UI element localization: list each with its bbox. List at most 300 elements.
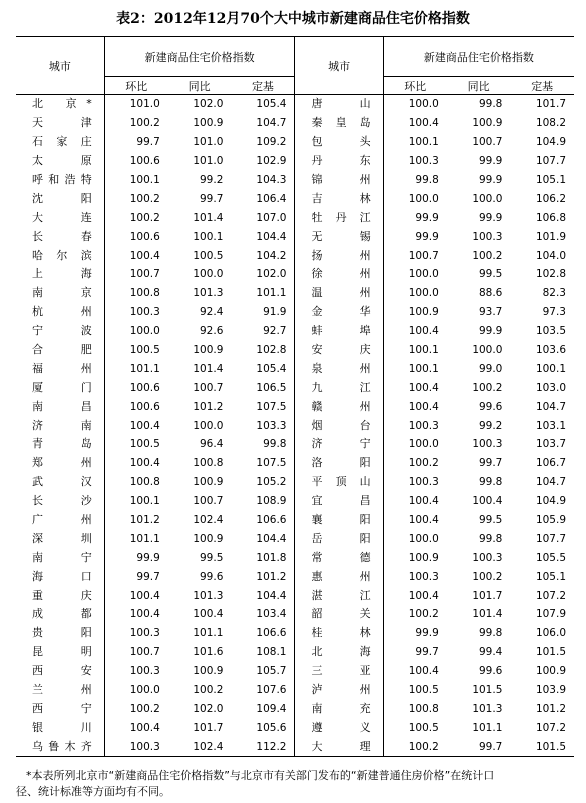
right-base-value: 108.2: [535, 117, 566, 130]
left-mom-value: 100.8: [129, 476, 160, 489]
left-mom-value: 100.0: [129, 325, 160, 338]
left-mom-value: 100.6: [129, 230, 160, 243]
right-mom-value: 100.3: [408, 476, 439, 489]
left-base-value: 104.7: [256, 117, 287, 130]
left-city-cell: 贵 阳: [16, 624, 104, 643]
left-base-value: 106.6: [256, 627, 287, 640]
right-yoy-value: 99.0: [478, 362, 503, 375]
city-header-right: 城市: [295, 37, 383, 95]
mom-header-left: 环比: [104, 77, 168, 95]
left-base-value: 101.1: [256, 287, 287, 300]
table-row: [16, 303, 574, 322]
left-city-cell: 郑 州: [16, 454, 104, 473]
table-row: [16, 473, 574, 492]
right-yoy-value: 100.2: [472, 249, 503, 262]
left-city-cell: 西 宁: [16, 700, 104, 719]
left-city-cell: 长 沙: [16, 492, 104, 511]
left-mom-value: 101.0: [129, 98, 160, 111]
right-base-value: 105.1: [535, 570, 566, 583]
right-yoy-value: 99.8: [478, 98, 503, 111]
left-yoy-value: 102.4: [193, 514, 224, 527]
right-city-cell: 大 理: [295, 737, 383, 756]
left-mom-value: 100.4: [129, 457, 160, 470]
left-mom-value: 101.2: [129, 514, 160, 527]
right-mom-value: 100.1: [408, 344, 439, 357]
right-city-cell: 南 充: [295, 700, 383, 719]
left-city-cell: 济 南: [16, 416, 104, 435]
right-mom-value: 99.8: [415, 174, 439, 186]
left-city-cell: 银 川: [16, 718, 104, 737]
left-city-cell: 沈 阳: [16, 189, 104, 208]
right-base-value: 101.5: [510, 737, 574, 756]
left-base-value: 106.6: [256, 514, 287, 527]
table-row: [16, 700, 574, 719]
left-yoy-value: 100.9: [193, 665, 224, 678]
right-yoy-value: 100.3: [472, 230, 503, 243]
right-base-value: 82.3: [542, 287, 566, 300]
right-mom-value: 100.9: [408, 551, 439, 564]
right-mom-value: 100.2: [408, 457, 439, 470]
left-base-value: 105.7: [256, 665, 287, 678]
table-title: 表2：2012年12月70个大中城市新建商品住宅价格指数: [116, 11, 470, 27]
right-city-cell: 吉 林: [295, 189, 383, 208]
left-mom-value: 99.9: [136, 551, 160, 564]
left-city-cell: 天 津: [16, 114, 104, 133]
right-base-value: 107.2: [535, 721, 566, 734]
table-row: [16, 454, 574, 473]
right-city-cell: 常 德: [295, 548, 383, 567]
right-yoy-value: 99.2: [478, 419, 503, 432]
left-mom-value: 100.8: [129, 287, 160, 300]
left-mom-value: 100.1: [129, 495, 160, 508]
left-mom-value: 100.3: [104, 737, 168, 756]
left-city-cell: 福 州: [16, 359, 104, 378]
right-base-value: 107.9: [535, 608, 566, 621]
left-base-value: 106.5: [256, 381, 287, 394]
right-city-cell: 唐 山: [295, 95, 383, 114]
right-yoy-value: 101.3: [472, 702, 503, 715]
left-mom-value: 100.7: [129, 646, 160, 659]
left-city-cell: 西 安: [16, 662, 104, 681]
right-base-value: 106.2: [535, 192, 566, 205]
left-mom-value: 100.4: [129, 721, 160, 734]
right-yoy-value: 99.9: [478, 155, 503, 168]
right-yoy-value: 100.0: [472, 344, 503, 357]
table-row: [16, 189, 574, 208]
right-yoy-value: 99.7: [478, 457, 503, 470]
right-city-cell: 泸 州: [295, 681, 383, 700]
right-base-value: 104.7: [535, 400, 566, 413]
right-base-value: 105.5: [535, 551, 566, 564]
index-group-header-left: 新建商品住宅价格指数: [104, 37, 295, 77]
right-city-cell: 宜 昌: [295, 492, 383, 511]
yoy-header-left: 同比: [168, 77, 232, 95]
left-city-cell: 青 岛: [16, 435, 104, 454]
table-row: [16, 95, 574, 114]
left-yoy-value: 101.7: [193, 721, 224, 734]
right-mom-value: 100.0: [408, 438, 439, 451]
right-city-cell: 烟 台: [295, 416, 383, 435]
right-mom-value: 100.4: [408, 514, 439, 527]
table-row: [16, 511, 574, 530]
right-base-value: 100.9: [535, 665, 566, 678]
right-city-cell: 温 州: [295, 284, 383, 303]
right-base-value: 107.2: [535, 589, 566, 602]
right-base-value: 104.9: [535, 495, 566, 508]
left-base-value: 105.4: [256, 98, 287, 111]
right-mom-value: 100.4: [408, 495, 439, 508]
left-base-value: 102.0: [256, 268, 287, 281]
left-mom-value: 100.3: [129, 306, 160, 319]
right-mom-value: 99.9: [415, 627, 439, 640]
left-yoy-value: 100.4: [193, 608, 224, 621]
right-yoy-value: 99.5: [478, 514, 503, 527]
left-base-value: 101.2: [256, 570, 287, 583]
right-city-cell: 九 江: [295, 378, 383, 397]
left-mom-value: 100.4: [129, 419, 160, 432]
left-yoy-value: 100.9: [193, 532, 224, 545]
left-city-cell: 重 庆: [16, 586, 104, 605]
right-yoy-value: 99.6: [478, 665, 503, 678]
right-mom-value: 100.5: [408, 684, 439, 697]
left-mom-value: 100.5: [129, 344, 160, 357]
left-base-value: 106.4: [256, 192, 287, 205]
left-yoy-value: 92.6: [200, 325, 224, 338]
right-yoy-value: 100.2: [472, 570, 503, 583]
left-yoy-value: 102.0: [193, 98, 224, 111]
left-mom-value: 100.3: [129, 665, 160, 678]
left-yoy-value: 99.7: [200, 192, 224, 205]
table-row: [16, 567, 574, 586]
right-mom-value: 100.8: [408, 702, 439, 715]
left-base-value: 91.9: [263, 306, 287, 319]
right-yoy-value: 99.9: [478, 325, 503, 338]
right-base-value: 102.8: [535, 268, 566, 281]
right-base-value: 103.5: [535, 325, 566, 338]
left-base-value: 103.3: [256, 419, 287, 432]
table-row: [16, 227, 574, 246]
left-yoy-value: 100.9: [193, 476, 224, 489]
left-mom-value: 100.4: [129, 608, 160, 621]
right-city-cell: 金 华: [295, 303, 383, 322]
right-mom-value: 100.4: [408, 400, 439, 413]
left-base-value: 102.9: [256, 155, 287, 168]
right-city-cell: 洛 阳: [295, 454, 383, 473]
left-city-cell: 呼和浩特: [16, 171, 104, 190]
table-row: [16, 643, 574, 662]
right-yoy-value: 100.2: [472, 381, 503, 394]
right-mom-value: 100.0: [408, 532, 439, 545]
right-city-cell: 湛 江: [295, 586, 383, 605]
left-base-value: 104.4: [256, 532, 287, 545]
city-header-left: 城市: [16, 37, 104, 95]
left-mom-value: 100.3: [129, 627, 160, 640]
left-yoy-value: 101.2: [193, 400, 224, 413]
right-base-value: 101.5: [535, 646, 566, 659]
right-yoy-value: 99.5: [478, 268, 503, 281]
table-row: [16, 265, 574, 284]
right-mom-value: 100.3: [408, 155, 439, 168]
right-city-cell: 包 头: [295, 133, 383, 152]
left-base-value: 107.5: [256, 400, 287, 413]
right-mom-value: 100.1: [408, 136, 439, 149]
left-base-value: 108.9: [256, 495, 287, 508]
right-mom-value: 100.3: [408, 419, 439, 432]
left-mom-value: 100.2: [129, 211, 160, 224]
left-base-value: 108.1: [256, 646, 287, 659]
left-mom-value: 100.2: [129, 702, 160, 715]
right-city-cell: 泉 州: [295, 359, 383, 378]
left-yoy-value: 99.5: [200, 551, 224, 564]
left-city-cell: 成 都: [16, 605, 104, 624]
left-yoy-value: 100.8: [193, 457, 224, 470]
right-city-cell: 岳 阳: [295, 529, 383, 548]
left-base-value: 104.4: [256, 230, 287, 243]
right-yoy-value: 99.7: [447, 737, 511, 756]
right-city-cell: 襄 阳: [295, 511, 383, 530]
left-mom-value: 101.1: [129, 362, 160, 375]
table-row: [16, 133, 574, 152]
table-row: [16, 397, 574, 416]
left-base-value: 102.8: [256, 344, 287, 357]
right-mom-value: 100.4: [408, 665, 439, 678]
right-base-value: 101.7: [535, 98, 566, 111]
table-row: [16, 718, 574, 737]
right-base-value: 100.1: [535, 362, 566, 375]
right-mom-value: 100.2: [383, 737, 447, 756]
left-yoy-value: 100.7: [193, 495, 224, 508]
right-base-value: 104.9: [535, 136, 566, 149]
left-mom-value: 99.7: [136, 570, 160, 583]
left-yoy-value: 100.1: [193, 230, 224, 243]
table-row: [16, 378, 574, 397]
table-row: [16, 416, 574, 435]
right-city-cell: 蚌 埠: [295, 322, 383, 341]
right-base-value: 105.9: [535, 514, 566, 527]
left-city-cell: 太 原: [16, 152, 104, 171]
left-city-cell: 海 口: [16, 567, 104, 586]
right-mom-value: 100.0: [408, 192, 439, 205]
left-yoy-value: 100.9: [193, 344, 224, 357]
right-base-value: 104.0: [535, 249, 566, 262]
left-yoy-value: 101.6: [193, 646, 224, 659]
right-yoy-value: 101.4: [472, 608, 503, 621]
right-city-cell: 平顶山: [295, 473, 383, 492]
left-yoy-value: 101.0: [193, 136, 224, 149]
table-row: [16, 435, 574, 454]
left-yoy-value: 96.4: [200, 438, 224, 451]
right-base-value: 106.0: [535, 627, 566, 640]
right-base-value: 101.9: [535, 230, 566, 243]
table-row: [16, 341, 574, 360]
right-city-cell: 锦 州: [295, 171, 383, 190]
right-yoy-value: 100.4: [472, 495, 503, 508]
right-mom-value: 100.4: [408, 589, 439, 602]
table-row: [16, 359, 574, 378]
right-yoy-value: 99.6: [478, 400, 503, 413]
table-row: [16, 529, 574, 548]
right-yoy-value: 99.9: [478, 211, 503, 224]
right-city-cell: 牡丹江: [295, 208, 383, 227]
right-mom-value: 99.9: [415, 211, 439, 224]
right-city-cell: 徐 州: [295, 265, 383, 284]
left-yoy-value: 101.1: [193, 627, 224, 640]
left-city-cell: 宁 波: [16, 322, 104, 341]
left-mom-value: 100.5: [129, 438, 160, 451]
footnote-line-1: *本表所列北京市“新建商品住宅价格指数”与北京市有关部门发布的“新建普通住房价格”在统计口: [26, 769, 495, 782]
right-yoy-value: 100.3: [472, 551, 503, 564]
left-city-cell: 昆 明: [16, 643, 104, 662]
price-index-table: [16, 36, 574, 757]
left-city-cell: 合 肥: [16, 341, 104, 360]
right-mom-value: 100.4: [408, 381, 439, 394]
table-row: [16, 284, 574, 303]
left-yoy-value: 99.6: [200, 570, 224, 583]
right-base-value: 103.1: [535, 419, 566, 432]
table-row: [16, 208, 574, 227]
table-row: [16, 586, 574, 605]
right-yoy-value: 100.9: [472, 117, 503, 130]
right-city-cell: 北 海: [295, 643, 383, 662]
table-row: [16, 662, 574, 681]
left-city-cell: 北 京*: [16, 95, 104, 114]
right-city-cell: 济 宁: [295, 435, 383, 454]
table-row: [16, 548, 574, 567]
left-mom-value: 99.7: [136, 136, 160, 149]
right-city-cell: 秦皇岛: [295, 114, 383, 133]
right-mom-value: 100.5: [408, 721, 439, 734]
left-yoy-value: 101.4: [193, 211, 224, 224]
left-mom-value: 100.4: [129, 589, 160, 602]
index-group-header-right: 新建商品住宅价格指数: [383, 37, 574, 77]
right-mom-value: 100.2: [408, 608, 439, 621]
left-yoy-value: 100.5: [193, 249, 224, 262]
right-mom-value: 100.0: [408, 268, 439, 281]
right-mom-value: 100.9: [408, 306, 439, 319]
footnote-line-2: 径、统计标准等方面均有不同。: [16, 785, 170, 798]
left-yoy-value: 100.7: [193, 381, 224, 394]
left-base-value: 107.0: [256, 211, 287, 224]
left-yoy-value: 100.9: [193, 117, 224, 130]
right-city-cell: 惠 州: [295, 567, 383, 586]
left-mom-value: 100.6: [129, 155, 160, 168]
right-base-value: 103.9: [535, 684, 566, 697]
left-mom-value: 100.2: [129, 117, 160, 130]
table-row: [16, 737, 574, 756]
right-base-value: 104.7: [535, 476, 566, 489]
right-yoy-value: 93.7: [478, 306, 503, 319]
left-city-cell: 杭 州: [16, 303, 104, 322]
base-header-right: 定基: [510, 77, 574, 95]
left-city-cell: 石家庄: [16, 133, 104, 152]
table-body: [16, 95, 574, 757]
right-yoy-value: 101.5: [472, 684, 503, 697]
right-mom-value: 100.4: [408, 117, 439, 130]
left-base-value: 104.3: [256, 174, 287, 186]
left-mom-value: 100.2: [129, 192, 160, 205]
base-header-left: 定基: [231, 77, 295, 95]
left-base-value: 99.8: [263, 438, 287, 451]
left-mom-value: 100.6: [129, 381, 160, 394]
right-base-value: 103.0: [535, 381, 566, 394]
left-base-value: 104.2: [256, 249, 287, 262]
left-base-value: 105.2: [256, 476, 287, 489]
right-yoy-value: 99.8: [478, 476, 503, 489]
right-city-cell: 安 庆: [295, 341, 383, 360]
right-base-value: 107.7: [535, 532, 566, 545]
left-mom-value: 100.6: [129, 400, 160, 413]
left-city-cell: 南 京: [16, 284, 104, 303]
right-base-value: 106.8: [535, 211, 566, 224]
left-city-cell: 上 海: [16, 265, 104, 284]
table-row: [16, 322, 574, 341]
right-city-cell: 遵 义: [295, 718, 383, 737]
right-base-value: 106.7: [535, 457, 566, 470]
right-yoy-value: 101.7: [472, 589, 503, 602]
footnote: [16, 768, 576, 800]
right-mom-value: 100.0: [408, 98, 439, 111]
right-city-cell: 桂 林: [295, 624, 383, 643]
left-city-cell: 厦 门: [16, 378, 104, 397]
right-mom-value: 100.0: [408, 287, 439, 300]
table-row: [16, 605, 574, 624]
right-mom-value: 100.4: [408, 325, 439, 338]
left-yoy-value: 101.3: [193, 287, 224, 300]
right-yoy-value: 100.7: [472, 136, 503, 149]
left-base-value: 92.7: [263, 325, 287, 338]
right-city-cell: 赣 州: [295, 397, 383, 416]
right-mom-value: 99.7: [415, 646, 439, 659]
left-base-value: 107.5: [256, 457, 287, 470]
left-base-value: 101.8: [256, 551, 287, 564]
right-city-cell: 韶 关: [295, 605, 383, 624]
left-base-value: 107.6: [256, 684, 287, 697]
left-yoy-value: 100.0: [193, 268, 224, 281]
right-yoy-value: 99.9: [478, 174, 503, 186]
left-yoy-value: 102.0: [193, 702, 224, 715]
left-city-cell: 南 昌: [16, 397, 104, 416]
right-yoy-value: 99.8: [478, 627, 503, 640]
right-mom-value: 100.1: [408, 362, 439, 375]
left-city-cell: 南 宁: [16, 548, 104, 567]
left-yoy-value: 99.2: [200, 174, 224, 186]
right-yoy-value: 100.3: [472, 438, 503, 451]
left-yoy-value: 102.4: [168, 737, 232, 756]
left-base-value: 103.4: [256, 608, 287, 621]
left-mom-value: 100.4: [129, 249, 160, 262]
right-yoy-value: 99.4: [478, 646, 503, 659]
left-city-cell: 深 圳: [16, 529, 104, 548]
left-yoy-value: 100.2: [193, 684, 224, 697]
left-city-cell: 乌鲁木齐: [16, 737, 104, 756]
left-yoy-value: 101.4: [193, 362, 224, 375]
left-base-value: 112.2: [231, 737, 295, 756]
left-yoy-value: 100.0: [193, 419, 224, 432]
left-base-value: 109.2: [256, 136, 287, 149]
right-city-cell: 三 亚: [295, 662, 383, 681]
right-city-cell: 扬 州: [295, 246, 383, 265]
table-row: [16, 114, 574, 133]
right-mom-value: 100.3: [408, 570, 439, 583]
right-base-value: 105.1: [535, 174, 566, 186]
right-yoy-value: 88.6: [478, 287, 503, 300]
mom-header-right: 环比: [383, 77, 447, 95]
right-yoy-value: 99.8: [478, 532, 503, 545]
right-yoy-value: 100.0: [472, 192, 503, 205]
left-city-cell: 兰 州: [16, 681, 104, 700]
right-base-value: 101.2: [535, 702, 566, 715]
table-row: [16, 171, 574, 190]
